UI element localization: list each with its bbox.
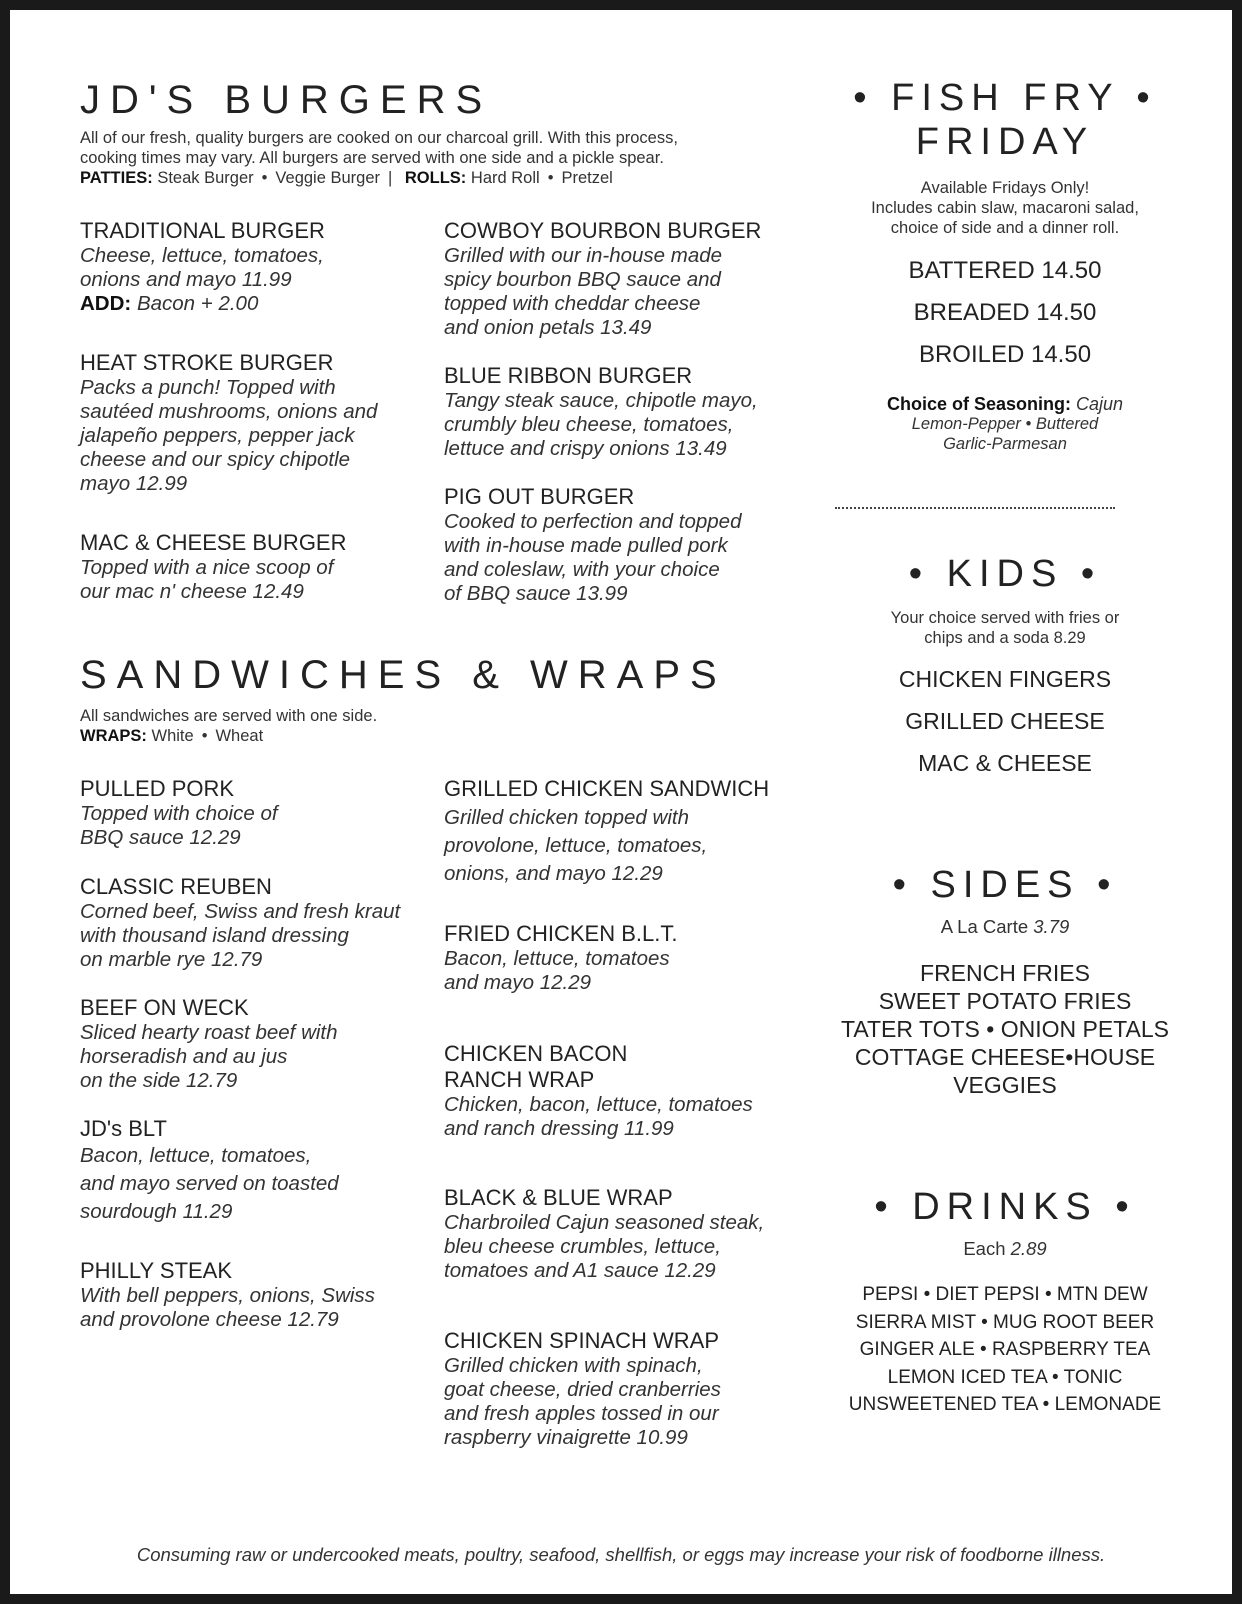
menu-item-pulled-pork xyxy=(80,776,430,850)
item-name: CHICKEN BACON xyxy=(444,1041,628,1066)
drinks-item: PEPSI • DIET PEPSI • MTN DEW xyxy=(862,1284,1148,1305)
item-desc: and mayo served on toasted xyxy=(80,1172,339,1195)
item-desc: Charbroiled Cajun seasoned steak, xyxy=(444,1211,765,1234)
sides-item: TATER TOTS • ONION PETALS xyxy=(841,1016,1169,1042)
item-name: BEEF ON WECK xyxy=(80,995,249,1020)
menu-item-classic-reuben xyxy=(80,874,430,972)
item-desc: on marble rye 12.79 xyxy=(80,948,263,971)
item-desc: with in-house made pulled pork xyxy=(444,534,728,557)
item-desc: Cheese, lettuce, tomatoes, xyxy=(80,244,324,267)
sandwiches-intro-line: All sandwiches are served with one side. xyxy=(80,707,378,725)
add-label: ADD: xyxy=(80,292,132,315)
sides-item: FRENCH FRIES xyxy=(920,960,1090,986)
drinks-item: UNSWEETENED TEA • LEMONADE xyxy=(848,1394,1162,1415)
patties-option: Steak Burger xyxy=(157,169,254,187)
fish-fry-note: choice of side and a dinner roll. xyxy=(890,219,1120,237)
item-name: PIG OUT BURGER xyxy=(444,484,635,509)
item-desc: bleu cheese crumbles, lettuce, xyxy=(444,1235,721,1258)
item-desc: Packs a punch! Topped with xyxy=(80,376,336,399)
item-desc: Topped with a nice scoop of xyxy=(80,556,334,579)
kids-note: Your choice served with fries or xyxy=(890,609,1120,627)
item-desc: With bell peppers, onions, Swiss xyxy=(80,1284,375,1307)
item-desc: and onion petals 13.49 xyxy=(444,316,652,339)
sides-item: SWEET POTATO FRIES xyxy=(878,988,1132,1014)
fish-fry-title: • FISH FRY • xyxy=(853,77,1157,119)
sides-item: COTTAGE CHEESE•HOUSE VEGGIES xyxy=(854,1044,1156,1098)
item-name: CHICKEN SPINACH WRAP xyxy=(444,1328,720,1353)
fish-fry-section xyxy=(800,76,1210,454)
sides-section xyxy=(800,863,1210,1099)
drinks-section xyxy=(800,1185,1210,1419)
item-desc: Bacon, lettuce, tomatoes, xyxy=(80,1144,312,1167)
kids-item: MAC & CHEESE xyxy=(918,750,1092,776)
drinks-price: 2.89 xyxy=(1010,1238,1047,1259)
item-name: RANCH WRAP xyxy=(444,1067,595,1092)
item-desc: jalapeño peppers, pepper jack xyxy=(80,424,355,447)
fish-fry-option: BATTERED 14.50 xyxy=(908,257,1102,284)
burgers-options: PATTIES: Steak Burger • Veggie Burger | ROLLS: Hard Roll • Pretzel xyxy=(80,169,613,187)
drinks-item: SIERRA MIST • MUG ROOT BEER xyxy=(855,1311,1155,1333)
item-desc: BBQ sauce 12.29 xyxy=(80,826,241,849)
item-desc: Topped with choice of xyxy=(80,802,278,825)
sides-price: 3.79 xyxy=(1033,916,1070,937)
item-desc: sautéed mushrooms, onions and xyxy=(80,400,378,423)
sides-price-label: A La Carte xyxy=(940,916,1029,937)
wraps-option: White xyxy=(151,727,194,745)
sides-title: • SIDES • xyxy=(892,864,1118,906)
item-desc: Tangy steak sauce, chipotle mayo, xyxy=(444,389,758,412)
item-desc: goat cheese, dried cranberries xyxy=(444,1378,721,1401)
item-desc: Bacon, lettuce, tomatoes xyxy=(444,947,670,970)
menu-item-cowboy-bourbon-burger xyxy=(444,218,794,340)
fish-fry-title: FRIDAY xyxy=(915,121,1095,163)
item-desc: tomatoes and A1 sauce 12.29 xyxy=(444,1259,716,1282)
fish-fry-option: BROILED 14.50 xyxy=(918,341,1092,368)
item-desc: raspberry vinaigrette 10.99 xyxy=(444,1426,688,1449)
item-desc: mayo 12.99 xyxy=(80,472,188,495)
burgers-intro-line2: cooking times may vary. All burgers are served with one side and a pickle spear. xyxy=(80,149,664,167)
kids-item: CHICKEN FINGERS xyxy=(898,666,1112,692)
drinks-item: LEMON ICED TEA • TONIC xyxy=(887,1366,1123,1388)
item-name: COWBOY BOURBON BURGER xyxy=(444,218,762,243)
menu-item-chicken-bacon-ranch-wrap xyxy=(444,1041,794,1141)
drinks-price-label: Each xyxy=(963,1238,1006,1259)
drinks-item: GINGER ALE • RASPBERRY TEA xyxy=(859,1339,1151,1360)
item-desc: horseradish and au jus xyxy=(80,1045,288,1068)
item-desc: crumbly bleu cheese, tomatoes, xyxy=(444,413,734,436)
item-desc: and coleslaw, with your choice xyxy=(444,558,720,581)
drinks-price-line xyxy=(800,1239,1210,1259)
item-desc: Grilled with our in-house made xyxy=(444,244,723,267)
menu-item-mac-cheese-burger xyxy=(80,530,430,604)
seasoning-label: Choice of Seasoning: xyxy=(886,394,1071,414)
seasoning-option: Lemon-Pepper • Buttered xyxy=(911,415,1099,433)
item-name: JD's BLT xyxy=(80,1116,167,1141)
menu-item-beef-on-weck xyxy=(80,995,430,1093)
item-name: BLUE RIBBON BURGER xyxy=(444,363,693,388)
fish-fry-note: Available Fridays Only! xyxy=(920,179,1090,197)
seasoning-line xyxy=(800,394,1210,414)
seasoning-option: Cajun xyxy=(1076,394,1124,414)
item-desc: cheese and our spicy chipotle xyxy=(80,448,351,471)
item-desc: on the side 12.79 xyxy=(80,1069,238,1092)
sandwiches-intro xyxy=(80,706,680,746)
wraps-option: Wheat xyxy=(215,727,264,745)
fish-fry-option: BREADED 14.50 xyxy=(913,299,1097,326)
burgers-intro xyxy=(80,128,780,188)
burgers-intro-line1: All of our fresh, quality burgers are cooked on our charcoal grill. With this process, xyxy=(80,129,678,147)
item-desc: Grilled chicken topped with xyxy=(444,806,689,829)
item-name: CLASSIC REUBEN xyxy=(80,874,272,899)
menu-item-pig-out-burger xyxy=(444,484,794,606)
rolls-option: Hard Roll xyxy=(470,169,540,187)
menu-item-chicken-spinach-wrap xyxy=(444,1328,794,1450)
patties-label: PATTIES: xyxy=(80,169,153,187)
kids-item: GRILLED CHEESE xyxy=(905,708,1105,734)
sandwiches-title: SANDWICHES & WRAPS xyxy=(80,653,727,697)
kids-note: chips and a soda 8.29 xyxy=(924,629,1086,647)
item-desc: Sliced hearty roast beef with xyxy=(80,1021,338,1044)
item-name: GRILLED CHICKEN SANDWICH xyxy=(444,776,770,801)
item-desc: spicy bourbon BBQ sauce and xyxy=(444,268,721,291)
sides-price-line xyxy=(800,917,1210,937)
item-name: BLACK & BLUE WRAP xyxy=(444,1185,673,1210)
fish-fry-note: Includes cabin slaw, macaroni salad, xyxy=(871,199,1139,217)
kids-section xyxy=(800,552,1210,784)
menu-item-grilled-chicken-sandwich xyxy=(444,776,794,888)
item-name: PHILLY STEAK xyxy=(80,1258,233,1283)
item-desc: of BBQ sauce 13.99 xyxy=(444,582,628,605)
wraps-label: WRAPS: xyxy=(80,727,147,745)
item-desc: Chicken, bacon, lettuce, tomatoes xyxy=(444,1093,753,1116)
item-desc: lettuce and crispy onions 13.49 xyxy=(444,437,727,460)
burgers-title: JD'S BURGERS xyxy=(80,78,493,122)
item-desc: Cooked to perfection and topped xyxy=(444,510,742,533)
item-desc: topped with cheddar cheese xyxy=(444,292,701,315)
menu-item-black-blue-wrap xyxy=(444,1185,794,1283)
health-disclaimer: Consuming raw or undercooked meats, poultry, seafood, shellfish, or eggs may increase your risk of foodborne illness. xyxy=(136,1544,1106,1565)
item-desc: sourdough 11.29 xyxy=(80,1200,233,1223)
item-desc: onions, and mayo 12.29 xyxy=(444,862,663,885)
item-desc: and mayo 12.29 xyxy=(444,971,592,994)
menu-item-philly-steak xyxy=(80,1258,430,1332)
item-desc: with thousand island dressing xyxy=(80,924,349,947)
rolls-option: Pretzel xyxy=(561,169,613,187)
section-divider xyxy=(835,507,1115,509)
wraps-options: WRAPS: White • Wheat xyxy=(80,727,264,745)
menu-item-blue-ribbon-burger xyxy=(444,363,794,461)
menu-item-traditional-burger xyxy=(80,218,430,316)
item-name: TRADITIONAL BURGER xyxy=(80,218,325,243)
item-desc: onions and mayo 11.99 xyxy=(80,268,292,291)
item-desc: provolone, lettuce, tomatoes, xyxy=(444,834,708,857)
item-name: HEAT STROKE BURGER xyxy=(80,350,334,375)
item-desc: and fresh apples tossed in our xyxy=(444,1402,719,1425)
menu-item-jds-blt xyxy=(80,1116,430,1226)
item-desc: Grilled chicken with spinach, xyxy=(444,1354,703,1377)
item-desc: and ranch dressing 11.99 xyxy=(444,1117,674,1140)
item-addon xyxy=(80,292,430,316)
patties-option: Veggie Burger xyxy=(275,169,380,187)
item-name: PULLED PORK xyxy=(80,776,235,801)
drinks-title: • DRINKS • xyxy=(874,1186,1136,1228)
item-desc: Corned beef, Swiss and fresh kraut xyxy=(80,900,401,923)
item-name: FRIED CHICKEN B.L.T. xyxy=(444,921,678,946)
menu-item-heat-stroke-burger xyxy=(80,350,430,496)
add-text: Bacon + 2.00 xyxy=(136,292,259,315)
item-desc: our mac n' cheese 12.49 xyxy=(80,580,304,603)
item-name: MAC & CHEESE BURGER xyxy=(80,530,347,555)
item-desc: and provolone cheese 12.79 xyxy=(80,1308,339,1331)
menu-page xyxy=(10,10,1232,1594)
rolls-label: ROLLS: xyxy=(404,169,467,187)
menu-item-fried-chicken-blt xyxy=(444,921,794,995)
kids-title: • KIDS • xyxy=(908,553,1102,595)
seasoning-option: Garlic-Parmesan xyxy=(943,435,1067,453)
